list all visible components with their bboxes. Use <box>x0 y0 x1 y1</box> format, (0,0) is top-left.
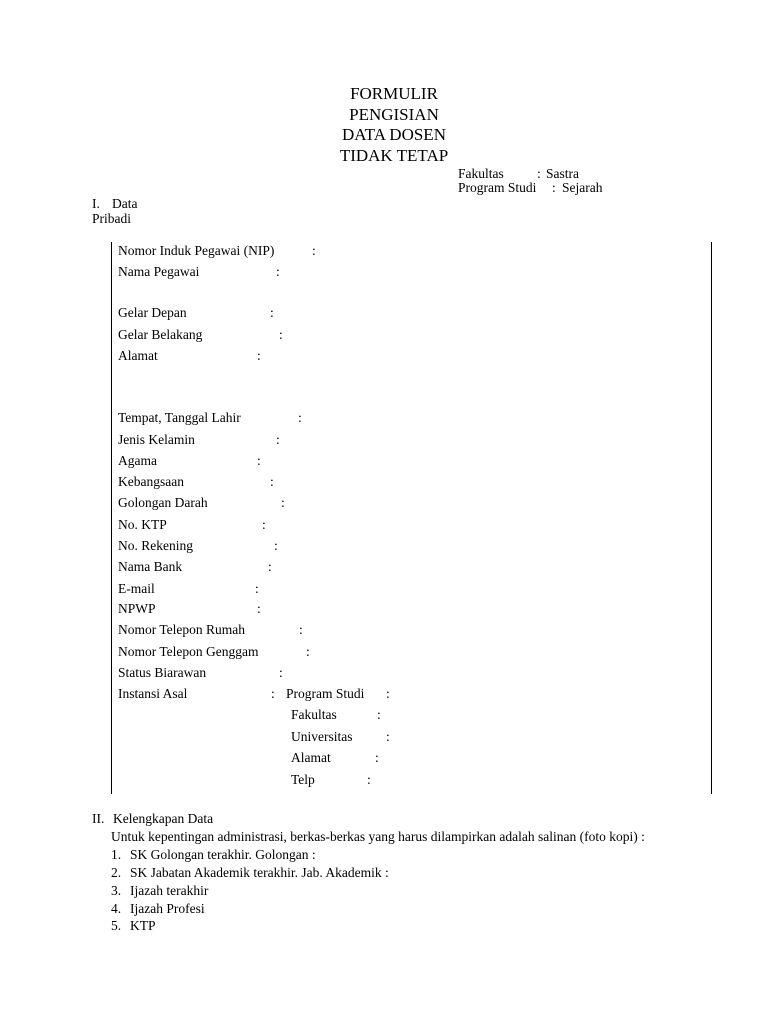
fakultas-colon: : <box>537 166 541 181</box>
fakultas-label: Fakultas <box>458 166 504 181</box>
box-left-border <box>111 242 112 794</box>
field-colon: : <box>312 243 316 258</box>
field-nama-bank: Nama Bank <box>118 559 183 574</box>
field-gelar-depan: Gelar Depan <box>118 305 187 320</box>
field-colon: : <box>367 772 371 787</box>
field-colon: : <box>274 538 278 553</box>
field-colon: : <box>257 453 261 468</box>
list-item: KTP <box>130 918 156 933</box>
field-nama-pegawai: Nama Pegawai <box>118 264 200 279</box>
field-colon: : <box>375 750 379 765</box>
instansi-fakultas: Fakultas <box>291 707 337 722</box>
list-item-number: 4. <box>111 901 122 916</box>
instansi-telp: Telp <box>291 772 315 787</box>
field-jenis-kelamin: Jenis Kelamin <box>118 432 195 447</box>
list-item-number: 1. <box>111 847 122 862</box>
field-telepon-genggam: Nomor Telepon Genggam <box>118 644 259 659</box>
field-agama: Agama <box>118 453 157 468</box>
section2-title: Kelengkapan Data <box>113 811 214 826</box>
field-no-rekening: No. Rekening <box>118 538 193 553</box>
field-colon: : <box>271 686 275 701</box>
field-colon: : <box>377 707 381 722</box>
field-colon: : <box>255 581 259 596</box>
field-gelar-belakang: Gelar Belakang <box>118 327 203 342</box>
field-status-biarawan: Status Biarawan <box>118 665 207 680</box>
field-colon: : <box>298 410 302 425</box>
field-colon: : <box>276 264 280 279</box>
field-colon: : <box>386 729 390 744</box>
field-alamat: Alamat <box>118 348 158 363</box>
prodi-value: Sejarah <box>562 180 603 195</box>
field-colon: : <box>268 559 272 574</box>
field-colon: : <box>270 474 274 489</box>
list-item: SK Jabatan Akademik terakhir. Jab. Akademik : <box>130 865 389 880</box>
section2-number: II. <box>92 811 105 826</box>
list-item-number: 2. <box>111 865 122 880</box>
field-npwp: NPWP <box>118 601 156 616</box>
section1-title-cont: Pribadi <box>92 211 131 226</box>
field-telepon-rumah: Nomor Telepon Rumah <box>118 622 246 637</box>
prodi-label: Program Studi <box>458 180 537 195</box>
prodi-colon: : <box>552 180 556 195</box>
field-golongan-darah: Golongan Darah <box>118 495 208 510</box>
field-colon: : <box>306 644 310 659</box>
section1-number: I. <box>92 196 100 211</box>
instansi-program-studi: Program Studi <box>286 686 365 701</box>
field-colon: : <box>279 665 283 680</box>
field-colon: : <box>279 327 283 342</box>
field-colon: : <box>270 305 274 320</box>
field-instansi-asal: Instansi Asal <box>118 686 188 701</box>
title-line: DATA DOSEN <box>342 125 446 144</box>
list-item: Ijazah Profesi <box>130 901 205 916</box>
title-line: FORMULIR <box>350 84 438 103</box>
field-colon: : <box>257 348 261 363</box>
field-no-ktp: No. KTP <box>118 517 167 532</box>
field-colon: : <box>276 432 280 447</box>
field-colon: : <box>281 495 285 510</box>
box-right-border <box>711 242 712 794</box>
field-kebangsaan: Kebangsaan <box>118 474 184 489</box>
field-email: E-mail <box>118 581 155 596</box>
section1-title: Data <box>112 196 138 211</box>
field-colon: : <box>386 686 390 701</box>
fakultas-value: Sastra <box>546 166 579 181</box>
section2-intro: Untuk kepentingan administrasi, berkas-berkas yang harus dilampirkan adalah salinan (foto kopi) : <box>111 829 645 844</box>
list-item-number: 5. <box>111 918 122 933</box>
title-line: TIDAK TETAP <box>339 145 449 165</box>
field-tempat-tanggal-lahir: Tempat, Tanggal Lahir <box>118 410 241 425</box>
field-colon: : <box>257 601 261 616</box>
list-item: Ijazah terakhir <box>130 883 209 898</box>
instansi-alamat: Alamat <box>291 750 331 765</box>
list-item: SK Golongan terakhir. Golongan : <box>130 847 316 862</box>
field-colon: : <box>262 517 266 532</box>
form-title <box>0 84 768 166</box>
field-colon: : <box>299 622 303 637</box>
title-line: PENGISIAN <box>349 104 439 124</box>
list-item-number: 3. <box>111 883 122 898</box>
field-nip: Nomor Induk Pegawai (NIP) <box>118 243 275 258</box>
instansi-universitas: Universitas <box>291 729 353 744</box>
